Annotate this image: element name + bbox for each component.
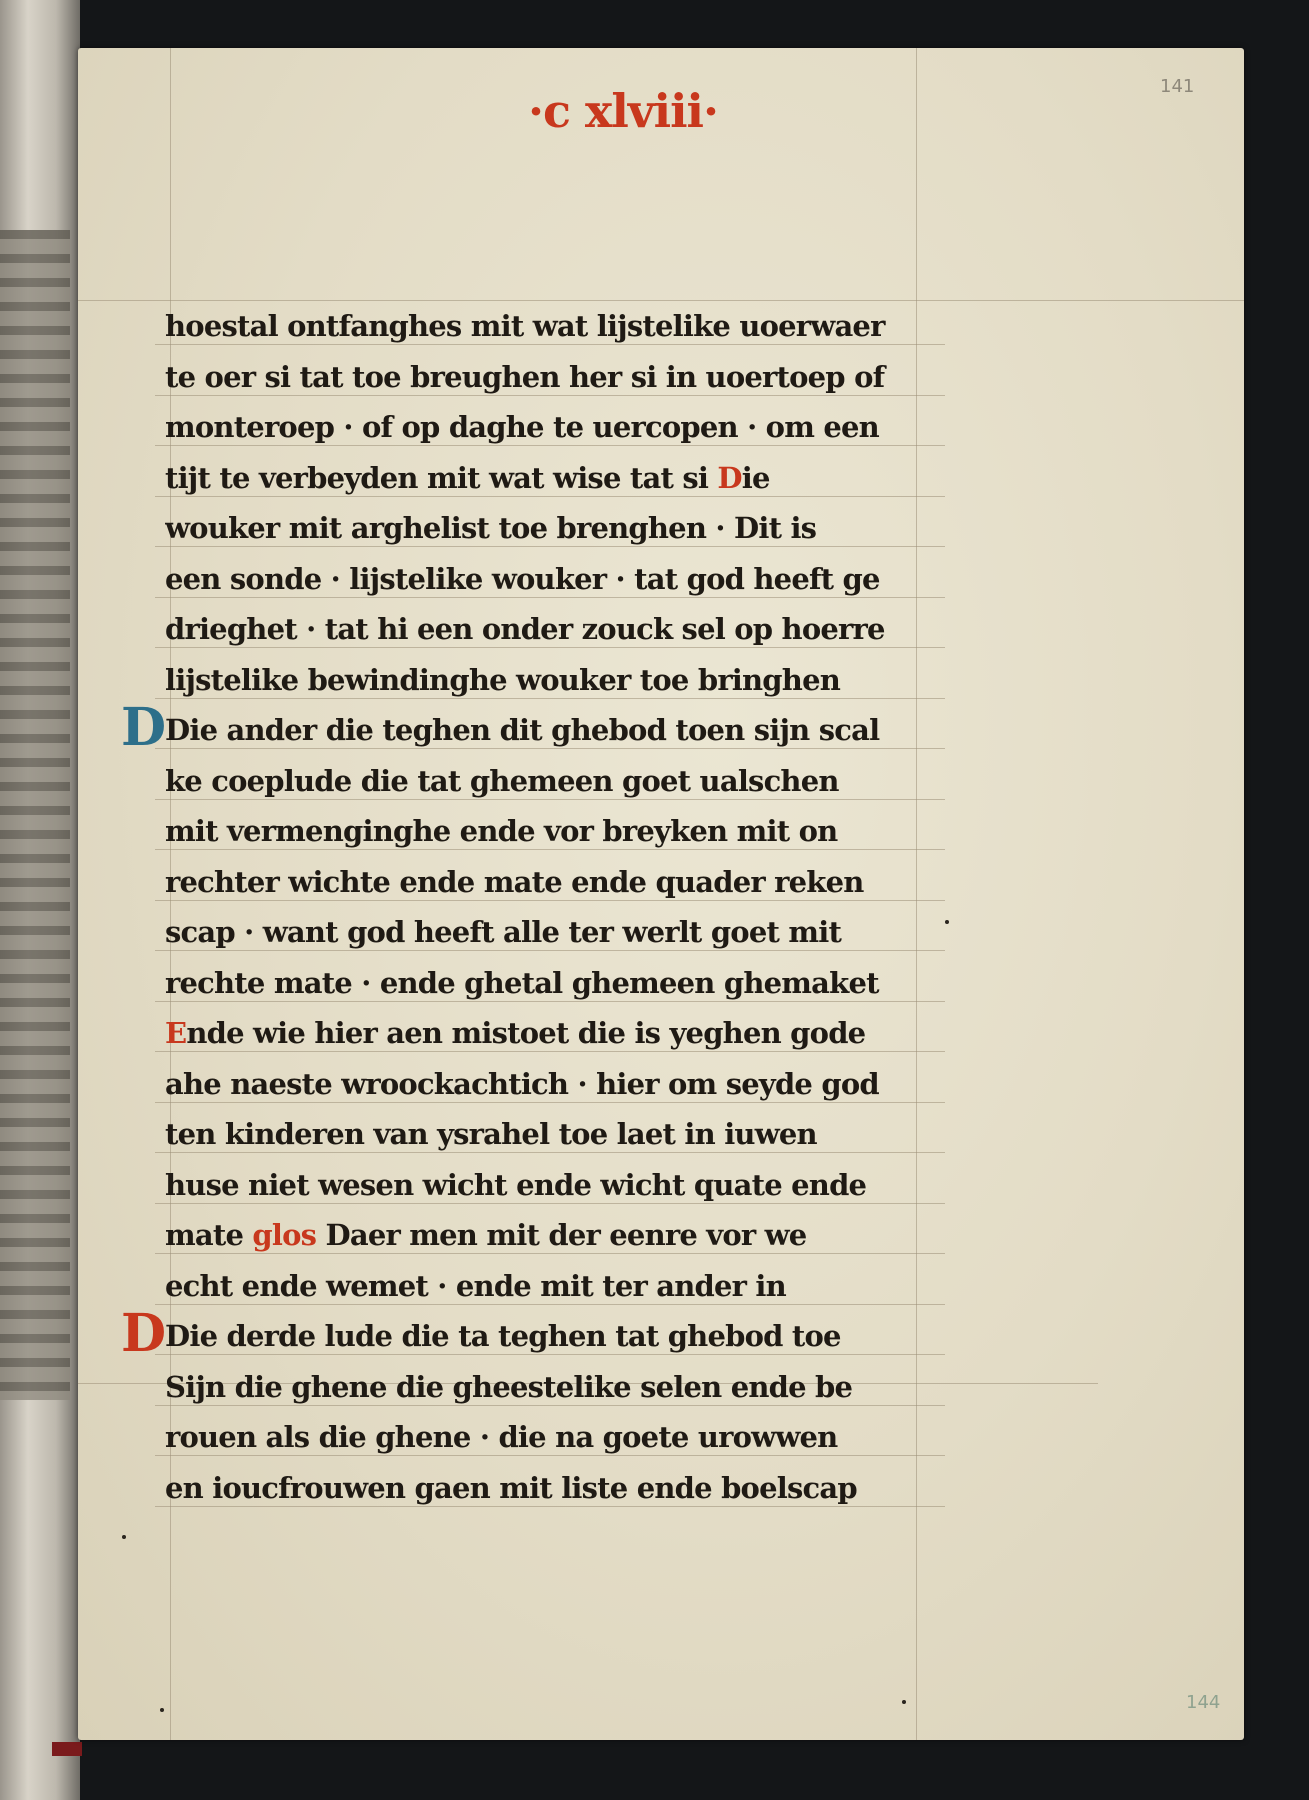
text-line — [165, 401, 930, 453]
line-text: rechter wichte ende mate ende quader reken — [165, 864, 864, 899]
folio-number-top: 141 — [1160, 76, 1195, 97]
text-line — [165, 300, 930, 352]
folio-number-bottom: 144 — [1186, 1692, 1221, 1713]
text-line — [165, 502, 930, 554]
text-line — [165, 957, 930, 1009]
binding-ribbon — [52, 1742, 82, 1756]
rubricated-letter: D — [708, 460, 742, 495]
line-text: scap · want god heeft alle ter werlt goet mit — [165, 915, 842, 949]
line-text: ke coeplude die tat ghemeen goet ualschen — [165, 763, 839, 798]
decorated-initial: D — [121, 697, 167, 758]
rubricated-letter: E — [165, 1016, 187, 1050]
text-line — [165, 452, 930, 504]
decorated-initial: D — [121, 1303, 167, 1364]
line-text: ahe naeste wroockachtich · hier om seyde god — [165, 1066, 879, 1101]
text-line — [165, 1007, 930, 1059]
line-text: ten kinderen van ysrahel toe laet in iuwen — [165, 1117, 817, 1151]
prick-mark — [945, 920, 949, 924]
text-line — [165, 906, 930, 958]
text-line — [165, 1462, 930, 1514]
line-text: nde wie hier aen mistoet die is yeghen gode — [186, 1016, 866, 1050]
gloss-marker: glos — [252, 1218, 317, 1252]
line-text: drieghet · tat hi een onder zouck sel op hoerre — [165, 612, 885, 646]
text-line — [165, 1310, 930, 1362]
text-line — [165, 603, 930, 655]
text-column — [121, 300, 930, 1505]
prick-mark — [160, 1708, 164, 1712]
text-line — [165, 704, 930, 756]
text-line — [165, 1361, 930, 1413]
running-head: ·c xlviii· — [527, 84, 719, 138]
line-text: Die ander die teghen dit ghebod toen sijn scal — [165, 713, 880, 747]
line-text: echt ende wemet · ende mit ter ander in — [165, 1268, 786, 1303]
line-text: mit vermenginghe ende vor breyken mit on — [165, 814, 838, 848]
line-text: tijt te verbeyden mit wat wise tat si — [165, 460, 709, 495]
prick-mark — [902, 1700, 906, 1704]
text-line — [165, 755, 930, 807]
text-line — [165, 1411, 930, 1463]
line-text-continued: ie — [741, 460, 770, 495]
line-text: rouen als die ghene · die na goete urowwen — [165, 1420, 838, 1454]
text-line — [165, 1209, 930, 1261]
prick-mark — [122, 1535, 126, 1539]
text-line — [165, 856, 930, 908]
line-text: wouker mit arghelist toe brenghen · — [165, 511, 734, 545]
line-text: te oer si tat toe breughen her si in uoertoep of — [165, 359, 885, 394]
facing-page-text-edge — [0, 230, 70, 1400]
line-text: mate — [165, 1218, 253, 1252]
text-line — [165, 351, 930, 403]
line-text: huse niet wesen wicht ende wicht quate ende — [165, 1167, 867, 1202]
line-text: Die derde lude die ta teghen tat ghebod toe — [165, 1319, 841, 1353]
line-text: lijstelike bewindinghe wouker toe bringhen — [165, 662, 841, 697]
line-text: Sijn die ghene die gheestelike selen ende be — [165, 1369, 853, 1404]
line-text: hoestal ontfanghes mit wat lijstelike uoerwaer — [165, 309, 885, 343]
text-line — [165, 1108, 930, 1160]
text-line — [165, 1058, 930, 1110]
text-line — [165, 654, 930, 706]
line-text-continued: Dit is — [734, 511, 817, 545]
line-text: rechte mate · ende ghetal ghemeen ghemaket — [165, 965, 879, 1000]
text-line — [165, 805, 930, 857]
line-text: en ioucfrouwen gaen mit liste ende boelscap — [165, 1470, 857, 1505]
line-text: monteroep · of op daghe te uercopen · om een — [165, 410, 879, 444]
line-text-continued: Daer men mit der eenre vor we — [316, 1218, 807, 1252]
text-line — [165, 1260, 930, 1312]
line-text: een sonde · lijstelike wouker · tat god heeft ge — [165, 561, 880, 596]
text-line — [165, 553, 930, 605]
text-line — [165, 1159, 930, 1211]
